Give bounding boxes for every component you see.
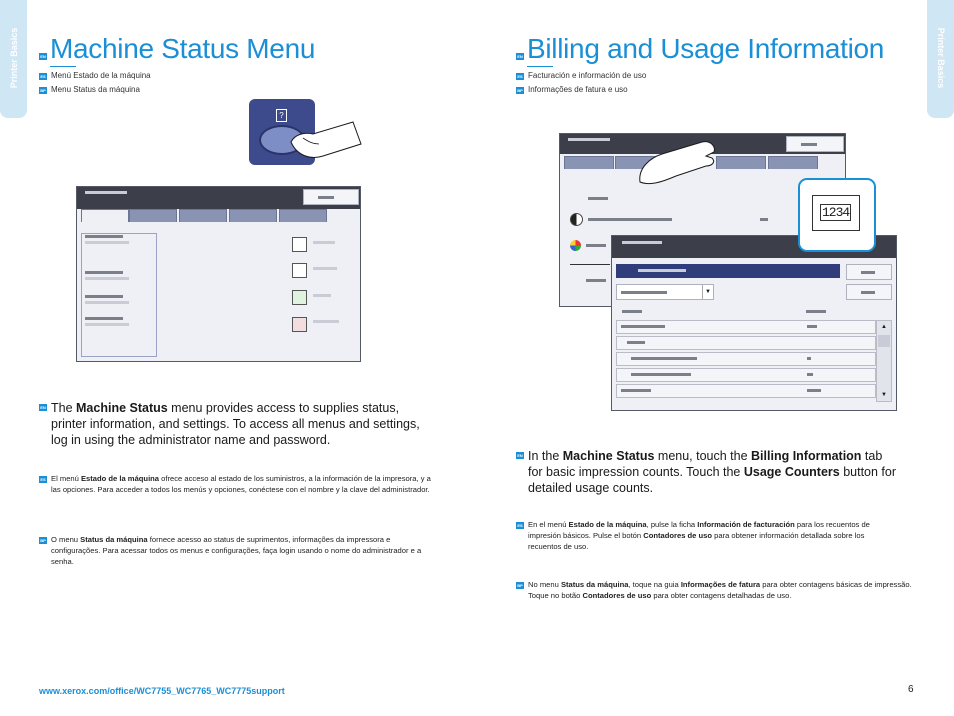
network-icon [292, 290, 307, 305]
counters-header [616, 264, 840, 278]
es-paragraph-left: El menú Estado de la máquina ofrece acceso al estado de los suministros, a la información de la impresora, y a las opciones. Para acceder a todos los menús y opciones, conéctese con el nombre y la clave del administrador. [51, 474, 431, 494]
lang-badge-bp: BP [517, 88, 523, 93]
subtitle-bp: Informações de fatura e uso [528, 85, 628, 94]
page-title-right: Billing and Usage Information [527, 33, 885, 64]
refresh-button [846, 284, 892, 300]
table-row [616, 368, 876, 382]
counter-callout [798, 178, 876, 252]
side-tab-left [0, 0, 27, 118]
title-underline [50, 66, 76, 67]
side-tab-label: Printer Basics [8, 27, 19, 89]
scroll-thumb [878, 335, 890, 347]
close-button [846, 264, 892, 280]
lang-badge-es: ES [517, 74, 523, 79]
side-tab-right [927, 0, 954, 118]
es-paragraph-right: En el menú Estado de la máquina, pulse la ficha Información de facturación para los recuentos de impresión básicos. Pulse el botón Contadores de uso para obtener información detallada sobre los recuentos de uso. [528, 520, 870, 551]
lang-badge-es: ES [40, 477, 46, 482]
subtitle-bp: Menu Status da máquina [51, 85, 140, 94]
bp-paragraph-left: O menu Status da máquina fornece acesso ao status de suprimentos, informações da impressora e configurações. Para acessar todos os menus e configurações, faça login usando o nome do administrador e a senha. [51, 535, 422, 566]
tab-supplies [229, 209, 277, 222]
tab-device [81, 209, 129, 222]
usage-counters-screen [611, 235, 897, 411]
lang-badge-bp: BP [517, 583, 523, 588]
login-button [303, 189, 359, 205]
counter-icon: 1234 [812, 195, 860, 231]
en-paragraph-left: The Machine Status menu provides access to supplies status, printer information, and settings. To access all menus and settings, log in using the administrator name and password. [51, 401, 420, 447]
tab-tools [179, 209, 227, 222]
table-row [616, 336, 876, 350]
side-tab-label: Printer Basics [935, 27, 946, 89]
tab-device [564, 156, 614, 169]
page-title-left: Machine Status Menu [50, 33, 316, 64]
color-icon [570, 240, 581, 251]
tab-billing [129, 209, 177, 222]
title-underline [527, 66, 553, 67]
lang-badge-en: EN [517, 453, 523, 458]
lang-badge-en: EN [40, 405, 46, 410]
support-link[interactable]: www.xerox.com/office/WC7755_WC7765_WC7775support [39, 686, 285, 696]
en-paragraph-right: In the Machine Status menu, touch the Billing Information tab for basic impression counts. Touch the Usage Counters button for detailed usage counts. [528, 449, 897, 495]
bw-icon [570, 213, 583, 226]
settings-icon [292, 317, 307, 332]
lang-badge-bp: BP [40, 88, 46, 93]
login-button [786, 136, 844, 152]
lang-badge-en: EN [517, 54, 523, 59]
scroll-up-icon: ▲ [881, 324, 887, 330]
scroll-down-icon: ▼ [881, 392, 887, 398]
table-row [616, 384, 876, 398]
lang-badge-en: EN [40, 54, 46, 59]
scrollbar [876, 320, 892, 402]
table-row [616, 352, 876, 366]
lang-badge-es: ES [40, 74, 46, 79]
subtitle-es: Facturación e información de uso [528, 71, 647, 80]
tab-faults [768, 156, 818, 169]
printer-icon [292, 237, 307, 252]
lang-badge-es: ES [517, 523, 523, 528]
bp-paragraph-right: No menu Status da máquina, toque na guia Informações de fatura para obter contagens básicas de impressão. Toque no botão Contadores de uso para obter contagens detalhadas de uso. [528, 580, 912, 600]
tab-faults [279, 209, 327, 222]
page-number: 6 [908, 684, 914, 695]
hand-pointer-icon [636, 132, 726, 188]
hand-pointer-icon [283, 114, 363, 164]
machine-status-screen [76, 186, 361, 362]
table-row [616, 320, 876, 334]
counter-select: ▼ [616, 284, 714, 300]
machine-info-icon: ? [276, 109, 287, 122]
lang-badge-bp: BP [40, 538, 46, 543]
document-icon [292, 263, 307, 278]
subtitle-es: Menú Estado de la máquina [51, 71, 151, 80]
